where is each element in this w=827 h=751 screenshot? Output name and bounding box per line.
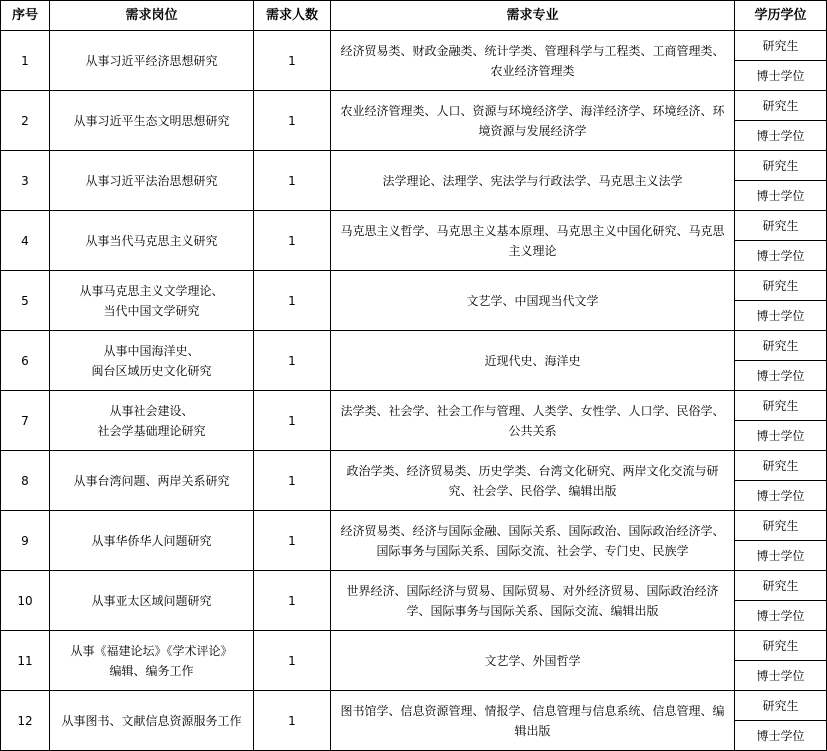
row-post: 从事亚太区域问题研究 xyxy=(50,571,254,631)
row-post-line: 从事中国海洋史、 xyxy=(103,343,200,358)
row-post-line: 从事社会建设、 xyxy=(109,403,194,418)
row-degree: 博士学位 xyxy=(735,361,827,391)
row-post-line: 当代中国文学研究 xyxy=(103,303,200,318)
header-major: 需求专业 xyxy=(331,1,735,31)
row-post-line: 社会学基础理论研究 xyxy=(97,423,206,438)
row-post-line: 闽台区域历史文化研究 xyxy=(91,363,212,378)
table-row xyxy=(1,451,827,481)
row-count: 1 xyxy=(254,211,331,271)
row-degree: 博士学位 xyxy=(735,181,827,211)
row-major: 法学类、社会学、社会工作与管理、人类学、女性学、人口学、民俗学、公共关系 xyxy=(331,391,735,451)
row-count: 1 xyxy=(254,391,331,451)
row-education: 研究生 xyxy=(735,391,827,421)
row-post-line: 从事马克思主义文学理论、 xyxy=(79,283,224,298)
row-count: 1 xyxy=(254,31,331,91)
row-post xyxy=(50,631,254,691)
row-serial-number: 11 xyxy=(1,631,50,691)
row-education: 研究生 xyxy=(735,571,827,601)
row-major: 马克思主义哲学、马克思主义基本原理、马克思主义中国化研究、马克思主义理论 xyxy=(331,211,735,271)
row-post-line: 编辑、编务工作 xyxy=(109,663,194,678)
row-degree: 博士学位 xyxy=(735,721,827,751)
row-degree: 博士学位 xyxy=(735,481,827,511)
table-row xyxy=(1,91,827,121)
row-major: 近现代史、海洋史 xyxy=(331,331,735,391)
row-education: 研究生 xyxy=(735,151,827,181)
row-post: 从事习近平生态文明思想研究 xyxy=(50,91,254,151)
row-degree: 博士学位 xyxy=(735,601,827,631)
row-post xyxy=(50,331,254,391)
row-post: 从事习近平经济思想研究 xyxy=(50,31,254,91)
row-post: 从事当代马克思主义研究 xyxy=(50,211,254,271)
row-education: 研究生 xyxy=(735,331,827,361)
row-serial-number: 4 xyxy=(1,211,50,271)
table-row xyxy=(1,691,827,721)
header-count: 需求人数 xyxy=(254,1,331,31)
row-education: 研究生 xyxy=(735,691,827,721)
row-major: 法学理论、法理学、宪法学与行政法学、马克思主义法学 xyxy=(331,151,735,211)
row-count: 1 xyxy=(254,511,331,571)
row-degree: 博士学位 xyxy=(735,421,827,451)
row-post-line: 从事《福建论坛》《学术评论》 xyxy=(70,643,233,658)
table-row xyxy=(1,331,827,361)
row-post xyxy=(50,271,254,331)
header-education: 学历学位 xyxy=(735,1,827,31)
row-degree: 博士学位 xyxy=(735,301,827,331)
row-serial-number: 12 xyxy=(1,691,50,751)
header-serial-number: 序号 xyxy=(1,1,50,31)
row-post: 从事习近平法治思想研究 xyxy=(50,151,254,211)
header-post: 需求岗位 xyxy=(50,1,254,31)
row-serial-number: 2 xyxy=(1,91,50,151)
row-education: 研究生 xyxy=(735,91,827,121)
row-serial-number: 5 xyxy=(1,271,50,331)
row-count: 1 xyxy=(254,571,331,631)
row-serial-number: 7 xyxy=(1,391,50,451)
row-serial-number: 6 xyxy=(1,331,50,391)
row-serial-number: 3 xyxy=(1,151,50,211)
row-major: 政治学类、经济贸易类、历史学类、台湾文化研究、两岸文化交流与研究、社会学、民俗学、编辑出版 xyxy=(331,451,735,511)
row-major: 经济贸易类、经济与国际金融、国际关系、国际政治、国际政治经济学、国际事务与国际关系、国际交流、社会学、专门史、民族学 xyxy=(331,511,735,571)
row-post: 从事台湾问题、两岸关系研究 xyxy=(50,451,254,511)
table-row xyxy=(1,571,827,601)
row-post xyxy=(50,391,254,451)
row-education: 研究生 xyxy=(735,631,827,661)
row-serial-number: 9 xyxy=(1,511,50,571)
row-education: 研究生 xyxy=(735,511,827,541)
table-header-row xyxy=(1,1,827,31)
row-major: 图书馆学、信息资源管理、情报学、信息管理与信息系统、信息管理、编辑出版 xyxy=(331,691,735,751)
row-count: 1 xyxy=(254,271,331,331)
row-post: 从事华侨华人问题研究 xyxy=(50,511,254,571)
table-row xyxy=(1,631,827,661)
row-education: 研究生 xyxy=(735,211,827,241)
row-degree: 博士学位 xyxy=(735,241,827,271)
row-education: 研究生 xyxy=(735,451,827,481)
row-serial-number: 10 xyxy=(1,571,50,631)
row-major: 经济贸易类、财政金融类、统计学类、管理科学与工程类、工商管理类、农业经济管理类 xyxy=(331,31,735,91)
row-degree: 博士学位 xyxy=(735,121,827,151)
row-major: 世界经济、国际经济与贸易、国际贸易、对外经济贸易、国际政治经济学、国际事务与国际关系、国际交流、编辑出版 xyxy=(331,571,735,631)
row-count: 1 xyxy=(254,631,331,691)
row-post: 从事图书、文献信息资源服务工作 xyxy=(50,691,254,751)
row-degree: 博士学位 xyxy=(735,61,827,91)
row-count: 1 xyxy=(254,91,331,151)
table-row xyxy=(1,391,827,421)
row-major: 农业经济管理类、人口、资源与环境经济学、海洋经济学、环境经济、环境资源与发展经济学 xyxy=(331,91,735,151)
row-serial-number: 1 xyxy=(1,31,50,91)
row-major: 文艺学、中国现当代文学 xyxy=(331,271,735,331)
row-degree: 博士学位 xyxy=(735,541,827,571)
row-count: 1 xyxy=(254,691,331,751)
row-count: 1 xyxy=(254,151,331,211)
table-row xyxy=(1,31,827,61)
row-major: 文艺学、外国哲学 xyxy=(331,631,735,691)
row-education: 研究生 xyxy=(735,271,827,301)
row-count: 1 xyxy=(254,331,331,391)
row-serial-number: 8 xyxy=(1,451,50,511)
table-row xyxy=(1,211,827,241)
row-count: 1 xyxy=(254,451,331,511)
table-row xyxy=(1,151,827,181)
row-education: 研究生 xyxy=(735,31,827,61)
row-degree: 博士学位 xyxy=(735,661,827,691)
table-row xyxy=(1,511,827,541)
table-row xyxy=(1,271,827,301)
